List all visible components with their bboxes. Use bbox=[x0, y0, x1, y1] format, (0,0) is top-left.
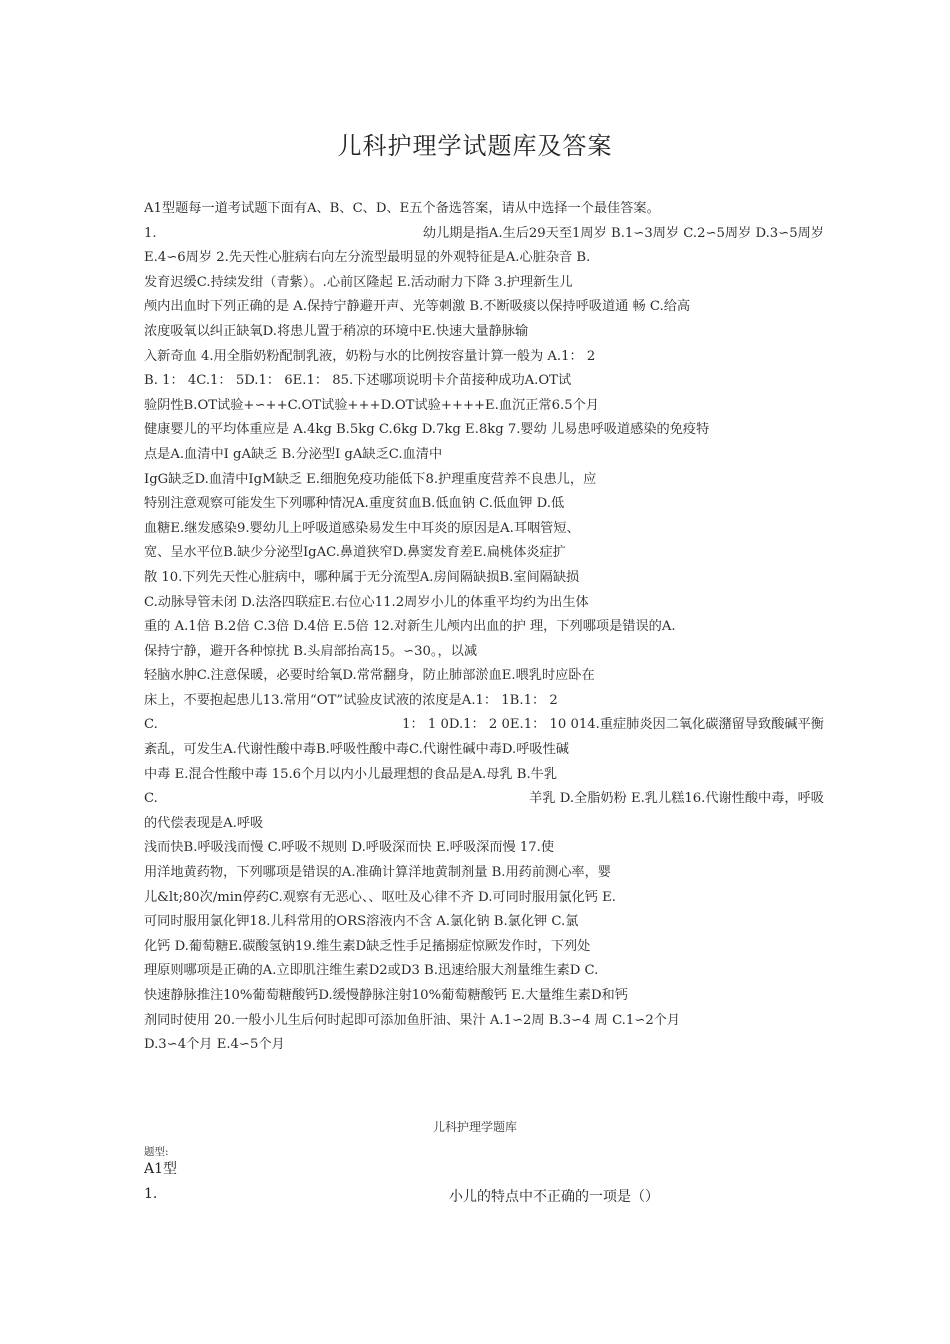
text-line: IgG缺乏D.血清中IgM缺乏 E.细胞免疫功能低下8.护理重度营养不良患儿，应 bbox=[144, 471, 597, 487]
text-line: 重的 A.1倍 B.2倍 C.3倍 D.4倍 E.5倍 12.对新生儿颅内出血的护 理，下列哪项是错误的A. bbox=[144, 619, 676, 635]
text-line: D.3∽4个月 E.4∽5个月 bbox=[144, 1037, 285, 1053]
text-line: C.动脉导管未闭 D.法洛四联症E.右位心11.2周岁小儿的体重平均约为出生体 bbox=[144, 594, 589, 610]
text-line: E.4∽6周岁 2.先天性心脏病右向左分流型最明显的外观特征是A.心脏杂音 B. bbox=[144, 250, 591, 266]
text-line: 点是A.血清中I gA缺乏 B.分泌型I gA缺乏C.血清中 bbox=[144, 446, 443, 462]
text-line: 入新奇血 4.用全脂奶粉配制乳液，奶粉与水的比例按容量计算一般为 A.1： 2 bbox=[144, 348, 596, 364]
text-line: 血糖E.继发感染9.婴幼儿上呼吸道感染易发生中耳炎的原因是A.耳咽管短、 bbox=[144, 520, 580, 536]
question-body bbox=[144, 197, 824, 1058]
text-line bbox=[144, 787, 824, 812]
text-line: 理原则哪项是正确的A.立即肌注维生素D2或D3 B.迅速给服大剂量维生素D C. bbox=[144, 963, 599, 979]
text-line-part: 1： 1 0D.1： 2 0E.1： 10 014.重症肺炎因二氧化碳潴留导致酸碱平衡 bbox=[402, 717, 824, 733]
question-text: 小儿的特点中不正确的一项是（） bbox=[449, 1189, 659, 1205]
text-line: 紊乱，可发生A.代谢性酸中毒B.呼吸性酸中毒C.代谢性碱中毒D.呼吸性碱 bbox=[144, 742, 569, 758]
text-line: 快速静脉推注10%葡萄糖酸钙D.缓慢静脉注射10%葡萄糖酸钙 E.大量维生素D和钙 bbox=[144, 988, 628, 1003]
text-line: 验阴性B.OT试验+∽++C.OT试验+++D.OT试验++++E.血沉正常6.5个月 bbox=[144, 397, 599, 413]
text-line bbox=[144, 713, 824, 738]
text-line: 床上，不要抱起患儿13.常用“OT”试验皮试液的浓度是A.1： 1B.1： 2 bbox=[144, 692, 558, 708]
text-line: 化钙 D.葡萄糖E.碳酸氢钠19.维生素D缺乏性手足搐搦症惊厥发作时，下列处 bbox=[144, 938, 591, 954]
text-line: 特别注意观察可能发生下列哪种情况A.重度贫血B.低血钠 C.低血钾 D.低 bbox=[144, 496, 565, 512]
text-line-part: 1. bbox=[144, 225, 157, 241]
page-title: 儿科护理学试题库及答案 bbox=[337, 132, 613, 160]
text-line: 可同时服用氯化钾18.儿科常用的ORS溶液内不含 A.氯化钠 B.氯化钾 C.氯 bbox=[144, 914, 579, 930]
text-line: 轻脑水肿C.注意保暖，必要时给氧D.常常翻身，防止肺部淤血E.喂乳时应卧在 bbox=[144, 668, 595, 684]
text-line: 宽、呈水平位B.缺少分泌型IgAC.鼻道狭窄D.鼻窦发育差E.扁桃体炎症扩 bbox=[144, 545, 566, 561]
text-line: 的代偿表现是A.呼吸 bbox=[144, 815, 264, 831]
text-line: 浅而快B.呼吸浅而慢 C.呼吸不规则 D.呼吸深而快 E.呼吸深而慢 17.使 bbox=[144, 840, 555, 856]
text-line: 健康婴儿的平均体重应是 A.4kg B.5kg C.6kg D.7kg E.8kg 7.婴幼 儿易患呼吸道感染的免疫特 bbox=[144, 422, 710, 438]
question-type-label: 题型: bbox=[144, 1146, 169, 1158]
question-type-value: A1型 bbox=[144, 1161, 178, 1177]
text-line: 发育迟缓C.持续发绀（青紫）。.心前区隆起 E.活动耐力下降 3.护理新生儿 bbox=[144, 274, 573, 290]
text-line-part: C. bbox=[144, 717, 158, 733]
text-line: 浓度吸氧以纠正缺氧D.将患儿置于稍凉的环境中E.快速大量静脉输 bbox=[144, 323, 529, 339]
section-title: 儿科护理学题库 bbox=[432, 1120, 517, 1134]
text-line: 颅内出血时下列正确的是 A.保持宁静避开声、光等刺激 B.不断吸痰以保持呼吸道通 畅 C.给高 bbox=[144, 299, 691, 315]
text-line: 儿&lt;80次/min停药C.观察有无恶心、、呕吐及心律不齐 D.可同时服用氯化钙 E. bbox=[144, 889, 616, 905]
text-line-part: C. bbox=[144, 791, 158, 807]
text-line-part: 羊乳 D.全脂奶粉 E.乳儿糕16.代谢性酸中毒，呼吸 bbox=[529, 791, 824, 807]
text-line: 剂同时使用 20.一般小儿生后何时起即可添加鱼肝油、果汁 A.1∽2周 B.3∽4 周 C.1∽2个月 bbox=[144, 1012, 681, 1028]
text-line: 用洋地黄药物，下列哪项是错误的A.准确计算洋地黄制剂量 B.用药前测心率，婴 bbox=[144, 865, 611, 881]
text-line-part: 幼儿期是指A.生后29天至1周岁 B.1∽3周岁 C.2∽5周岁 D.3∽5周岁 bbox=[422, 225, 824, 241]
text-line: 中毒 E.混合性酸中毒 15.6个月以内小儿最理想的食品是A.母乳 B.牛乳 bbox=[144, 766, 558, 782]
text-line bbox=[144, 222, 824, 247]
text-line: 保持宁静，避开各种惊扰 B.头肩部抬高15。∽30。，以减 bbox=[144, 643, 478, 659]
text-line: 散 10.下列先天性心脏病中，哪种属于无分流型A.房间隔缺损B.室间隔缺损 bbox=[144, 569, 580, 585]
question-number: 1. bbox=[144, 1186, 158, 1202]
text-line: A1型题每一道考试题下面有A、B、C、D、E五个备选答案，请从中选择一个最佳答案。 bbox=[144, 201, 660, 216]
text-line: B. 1： 4C.1： 5D.1： 6E.1： 85.下述哪项说明卡介苗接种成功A.OT试 bbox=[144, 373, 572, 389]
